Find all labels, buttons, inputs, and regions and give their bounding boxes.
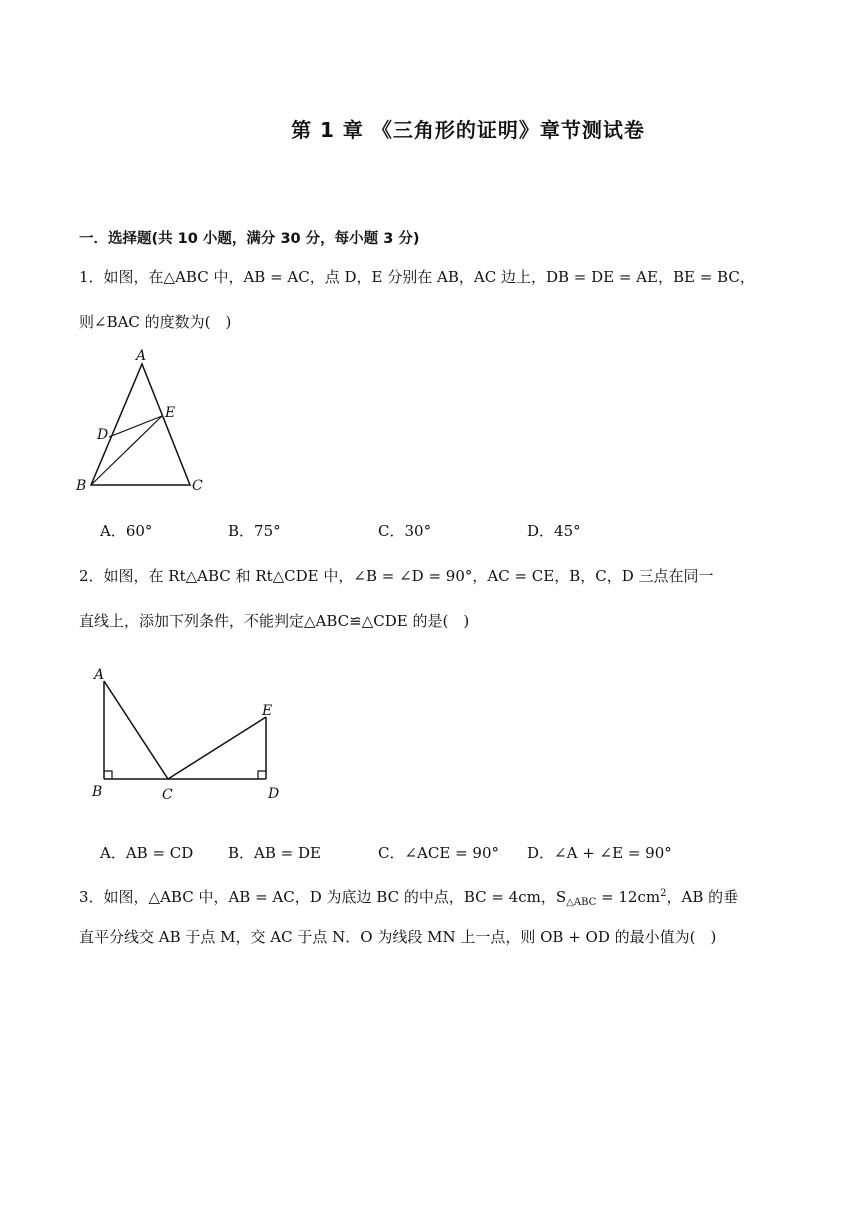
q3-area-subscript: △ABC	[566, 897, 597, 908]
q1-option-d[interactable]: D．45°	[527, 522, 581, 540]
q2-option-b[interactable]: B．AB = DE	[228, 844, 321, 862]
q2-label-b: B	[92, 784, 103, 800]
q2-option-d[interactable]: D．∠A + ∠E = 90°	[527, 844, 672, 862]
q2-label-d: D	[268, 786, 280, 802]
page-title: 第 1 章 《三角形的证明》章节测试卷	[291, 118, 645, 142]
q1-option-a[interactable]: A．60°	[100, 522, 153, 540]
q3-text-post: ，AB 的垂	[666, 888, 739, 906]
q2-text-line1: 2．如图，在 Rt△ABC 和 Rt△CDE 中，∠B = ∠D = 90°，AC = CE，B，C，D 三点在同一	[79, 567, 714, 585]
q1-label-d: D	[97, 427, 109, 443]
q2-options	[100, 842, 790, 862]
q2-text-line2: 直线上，添加下列条件，不能判定△ABC≌△CDE 的是( )	[79, 612, 470, 630]
q3-text-line1	[79, 884, 789, 913]
q3-text-mid: = 12cm	[596, 888, 661, 906]
q2-right-angle-b	[104, 771, 112, 779]
q1-text-line1: 1．如图，在△ABC 中，AB = AC，点 D，E 分别在 AB，AC 边上，DB = DE = AE，BE = BC，	[79, 268, 755, 286]
q1-figure	[70, 345, 220, 495]
q3-unit-superscript: 2	[660, 888, 667, 899]
q1-option-b[interactable]: B．75°	[228, 522, 281, 540]
q3-text-pre: 3．如图，△ABC 中，AB = AC，D 为底边 BC 的中点，BC = 4cm，S	[79, 888, 567, 906]
q1-option-c[interactable]: C．30°	[378, 522, 432, 540]
q2-option-c[interactable]: C．∠ACE = 90°	[378, 844, 499, 862]
q1-label-e: E	[165, 405, 176, 421]
q2-right-angle-d	[258, 771, 266, 779]
q1-options	[100, 520, 790, 540]
q2-option-a[interactable]: A．AB = CD	[100, 844, 194, 862]
q3-text-line2: 直平分线交 AB 于点 M，交 AC 于点 N．O 为线段 MN 上一点，则 OB + OD 的最小值为( )	[79, 928, 717, 946]
q1-segment-de	[109, 416, 162, 437]
q1-label-a: A	[136, 348, 147, 364]
q2-label-e: E	[262, 703, 273, 719]
q2-figure	[88, 665, 288, 805]
q2-segment-ce	[168, 717, 266, 779]
q2-label-a: A	[94, 667, 105, 683]
q2-segment-ac	[104, 681, 168, 779]
q1-label-c: C	[192, 478, 203, 494]
q1-text-line2: 则∠BAC 的度数为( )	[79, 313, 232, 331]
q1-label-b: B	[76, 478, 87, 494]
q2-label-c: C	[162, 787, 173, 803]
section-heading: 一．选择题(共 10 小题，满分 30 分，每小题 3 分)	[79, 231, 420, 247]
